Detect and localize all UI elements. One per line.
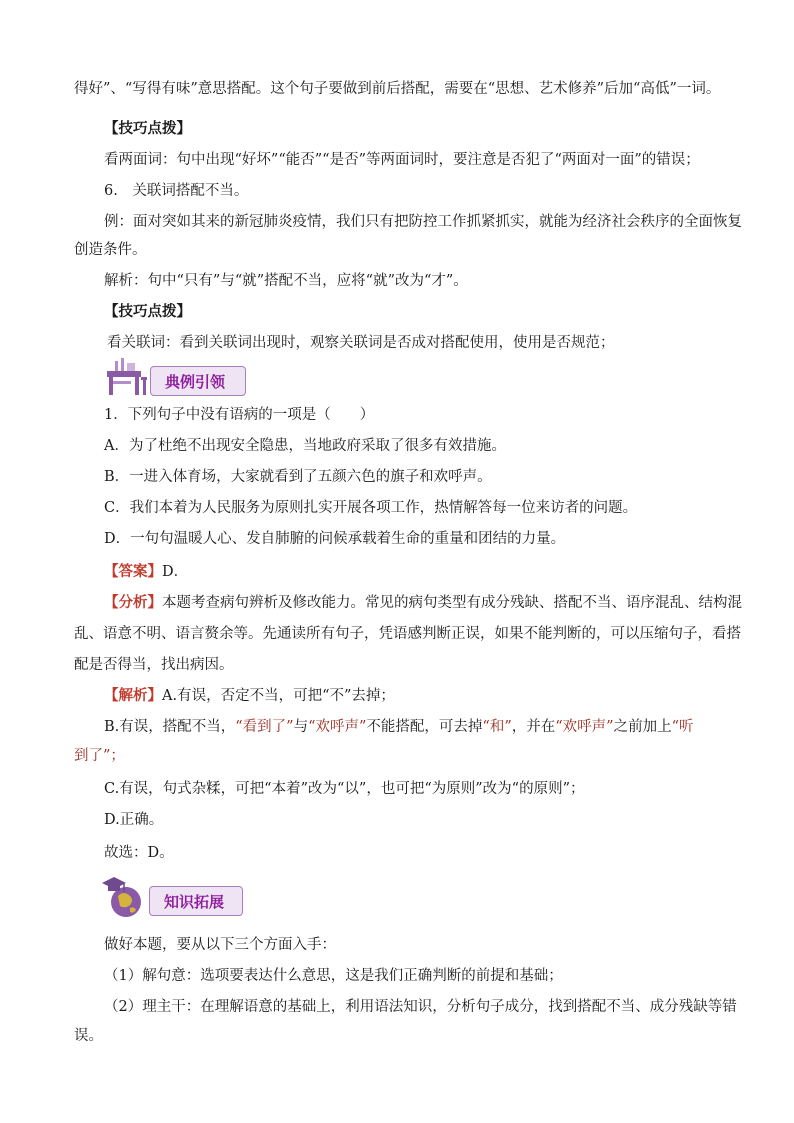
analysis-text: 配是否得当，找出病因。 [74,657,234,673]
explanation-text: 之前加上 [613,719,672,735]
example-line: 例：面对突如其来的新冠肺炎疫情，我们只有把防控工作抓紧抓实，就能为经济社会秩序的全面恢复 [104,214,742,230]
analysis-paragraph [104,593,742,613]
option-b: B．一进入体育场，大家就看到了五颜六色的旗子和欢呼声。 [104,469,492,485]
quoted-phrase: “欢呼声” [555,719,614,735]
paragraph-line: 看两面词：句中出现“好坏”“能否”“是否”等两面词时，要注意是否犯了“两面对一面”的错误； [104,152,700,168]
analysis-label: 【分析】 [104,594,162,611]
tip-heading: 【技巧点拨】 [104,303,191,320]
analysis-text: 乱、语意不明、语言赘余等。先通读所有句子，凭语感判断正误，如果不能判断的，可以压缩句子，看搭 [74,626,741,642]
list-item: （1）解句意：选项要表达什么意思，这是我们正确判断的前提和基础； [104,968,563,984]
knowledge-section-title: 知识拓展 [149,886,243,916]
final-choice: 故选：D。 [104,845,174,861]
explanation-text: ，并在 [511,719,556,735]
quoted-phrase: “和” [482,719,512,735]
numbered-heading: 6. 关联词搭配不当。 [104,183,249,199]
quoted-phrase: “听 [671,719,694,735]
question-stem: 1．下列句子中没有语病的一项是（ ） [104,407,375,423]
answer-value: D． [162,564,189,580]
explanation-text: 与 [293,719,309,735]
explanation-line: D.正确。 [104,812,164,828]
list-item: 误。 [74,1028,103,1044]
quoted-phrase: 到了”； [74,748,125,764]
paragraph-line: 看关联词：看到关联词出现时，观察关联词是否成对搭配使用，使用是否规范； [107,335,615,351]
analysis-text: 本题考查病句辨析及修改能力。常见的病句类型有成分残缺、搭配不当、语序混乱、结构混 [162,595,742,611]
quoted-phrase: “看到了” [235,719,294,735]
quoted-phrase: “欢呼声” [308,719,367,735]
paragraph-line: 得好”、“写得有味”意思搭配。这个句子要做到前后搭配，需要在“思想、艺术修养”后加“高低”一词。 [74,81,721,97]
explanation-text: B.有误，搭配不当， [104,719,236,735]
explanation-line: C.有误，句式杂糅，可把“本着”改为“以”，也可把“为原则”改为“的原则”； [104,781,585,797]
answer-line [104,562,188,582]
explanation-label: 【解析】 [104,687,162,704]
explanation-text: A.有误，否定不当，可把“不”去掉； [162,688,395,704]
explanation-line [104,717,694,737]
paragraph-line: 做好本题，要从以下三个方面入手： [104,937,336,953]
list-item: （2）理主干：在理解语意的基础上，利用语法知识，分析句子成分，找到搭配不当、成分残缺等错 [104,999,737,1015]
analysis-line: 解析：句中“只有”与“就”搭配不当，应将“就”改为“才”。 [104,273,468,289]
example-line: 创造条件。 [74,242,147,258]
explanation-text: 不能搭配，可去掉 [366,719,483,735]
option-c: C．我们本着为人民服务为原则扎实开展各项工作，热情解答每一位来访者的问题。 [104,500,638,516]
answer-label: 【答案】 [104,563,162,580]
option-a: A．为了杜绝不出现安全隐患，当地政府采取了很多有效措施。 [104,438,506,454]
desk-chair-icon [103,355,149,397]
tip-heading: 【技巧点拨】 [104,120,191,137]
option-d: D．一句句温暖人心、发自肺腑的问候承载着生命的重量和团结的力量。 [104,531,566,547]
graduation-globe-icon [100,874,146,920]
explanation-line [104,686,395,706]
example-section-title: 典例引领 [150,366,246,396]
